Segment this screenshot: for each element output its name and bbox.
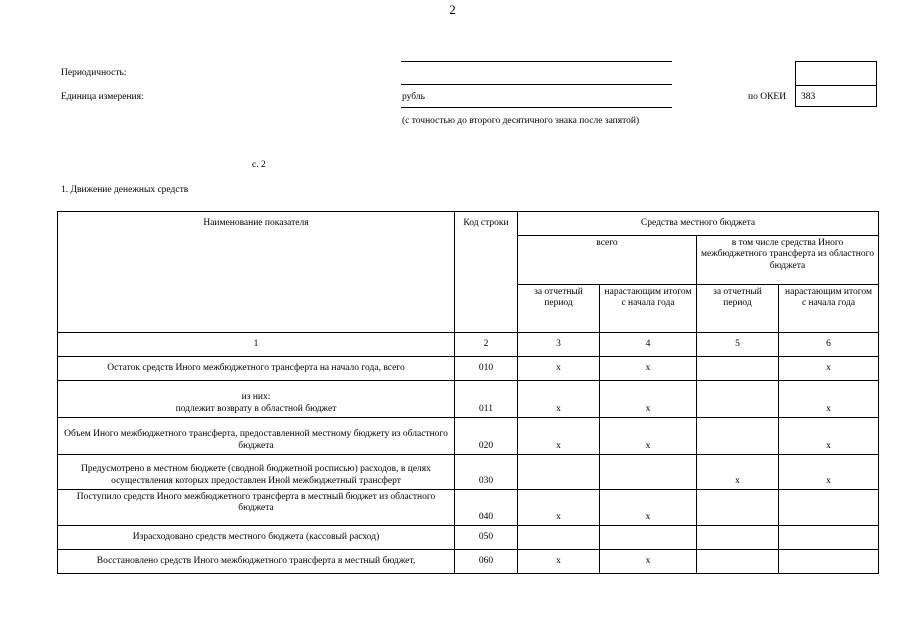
unit-note: (с точностью до второго десятичного знака после запятой)	[402, 116, 640, 126]
section-title: 1. Движение денежных средств	[61, 185, 189, 195]
table-row	[58, 490, 879, 526]
cell-c5	[697, 526, 779, 550]
cell-c6	[779, 490, 879, 526]
okei-box	[795, 61, 877, 107]
col-number-4: 4	[600, 333, 697, 357]
row-code: 020	[455, 418, 518, 455]
cell-c6	[779, 550, 879, 574]
table-row	[58, 526, 879, 550]
cell-c4	[600, 526, 697, 550]
cell-c3: x	[518, 490, 600, 526]
row-name-prefix: из них:	[241, 392, 271, 403]
col-number-5: 5	[697, 333, 779, 357]
row-name: Восстановлено средств Иного межбюджетного трансферта в местный бюджет,	[58, 550, 455, 574]
row-name: Предусмотрено в местном бюджете (сводной бюджетной росписью) расходов, в целях осуществления которых предоставлен Иной межбюджетный трансферт	[58, 455, 455, 490]
row-name: Поступило средств Иного межбюджетного трансферта в местный бюджет из областного бюджета	[58, 490, 455, 526]
cell-c3	[518, 526, 600, 550]
cell-c3: x	[518, 357, 600, 381]
row-code: 010	[455, 357, 518, 381]
cell-c4	[600, 455, 697, 490]
table-row	[58, 455, 879, 490]
col-number-2: 2	[455, 333, 518, 357]
header-total-period: за отчетный период	[518, 285, 600, 333]
header-local-budget: Средства местного бюджета	[518, 212, 879, 236]
row-name: Остаток средств Иного межбюджетного трансферта на начало года, всего	[58, 357, 455, 381]
okei-label: по ОКЕИ	[748, 92, 787, 102]
row-code: 050	[455, 526, 518, 550]
cell-c5	[697, 490, 779, 526]
cell-c6	[779, 526, 879, 550]
row-code: 040	[455, 490, 518, 526]
cell-c3: x	[518, 418, 600, 455]
cell-c5	[697, 418, 779, 455]
cell-c5	[697, 550, 779, 574]
cell-c4: x	[600, 490, 697, 526]
table-row	[58, 357, 879, 381]
cell-c3: x	[518, 381, 600, 418]
cell-c4: x	[600, 381, 697, 418]
row-name	[58, 381, 455, 418]
periodicity-value-line	[401, 84, 672, 85]
cash-flow-table	[57, 211, 879, 574]
col-number-3: 3	[518, 333, 600, 357]
periodicity-label: Периодичность:	[61, 68, 127, 78]
periodicity-line	[401, 61, 672, 62]
cell-c6: x	[779, 455, 879, 490]
header-including-transfer: в том числе средства Иного межбюджетного трансферта из областного бюджета	[697, 236, 879, 285]
okei-code: 383	[801, 92, 816, 102]
okei-box-divider	[796, 85, 876, 86]
row-name-text: подлежит возврату в областной бюджет	[175, 403, 337, 414]
header-row-code: Код строки	[455, 212, 518, 333]
row-name: Израсходовано средств местного бюджета (кассовый расход)	[58, 526, 455, 550]
table-row	[58, 381, 879, 418]
cell-c5: x	[697, 455, 779, 490]
header-total-cumulative: нарастающим итогом с начала года	[600, 285, 697, 333]
cell-c3	[518, 455, 600, 490]
header-indicator-name: Наименование показателя	[58, 212, 455, 333]
cell-c4: x	[600, 418, 697, 455]
table-row	[58, 418, 879, 455]
row-code: 011	[455, 381, 518, 418]
col-number-1: 1	[58, 333, 455, 357]
unit-value-line	[401, 107, 672, 108]
row-code: 030	[455, 455, 518, 490]
col-number-6: 6	[779, 333, 879, 357]
cell-c3: x	[518, 550, 600, 574]
cell-c6: x	[779, 357, 879, 381]
cell-c5	[697, 381, 779, 418]
cell-c6: x	[779, 418, 879, 455]
row-code: 060	[455, 550, 518, 574]
row-name: Объем Иного межбюджетного трансферта, предоставленной местному бюджету из областного бюджета	[58, 418, 455, 455]
cell-c6: x	[779, 381, 879, 418]
header-incl-cumulative: нарастающим итогом с начала года	[779, 285, 879, 333]
table-row	[58, 550, 879, 574]
cell-c4: x	[600, 550, 697, 574]
header-incl-period: за отчетный период	[697, 285, 779, 333]
cell-c4: x	[600, 357, 697, 381]
unit-label: Единица измерения:	[61, 92, 144, 102]
cell-c5	[697, 357, 779, 381]
unit-value: рубль	[402, 92, 425, 102]
page-number: 2	[449, 2, 456, 17]
page-reference: с. 2	[252, 160, 266, 170]
header-total: всего	[518, 236, 697, 285]
